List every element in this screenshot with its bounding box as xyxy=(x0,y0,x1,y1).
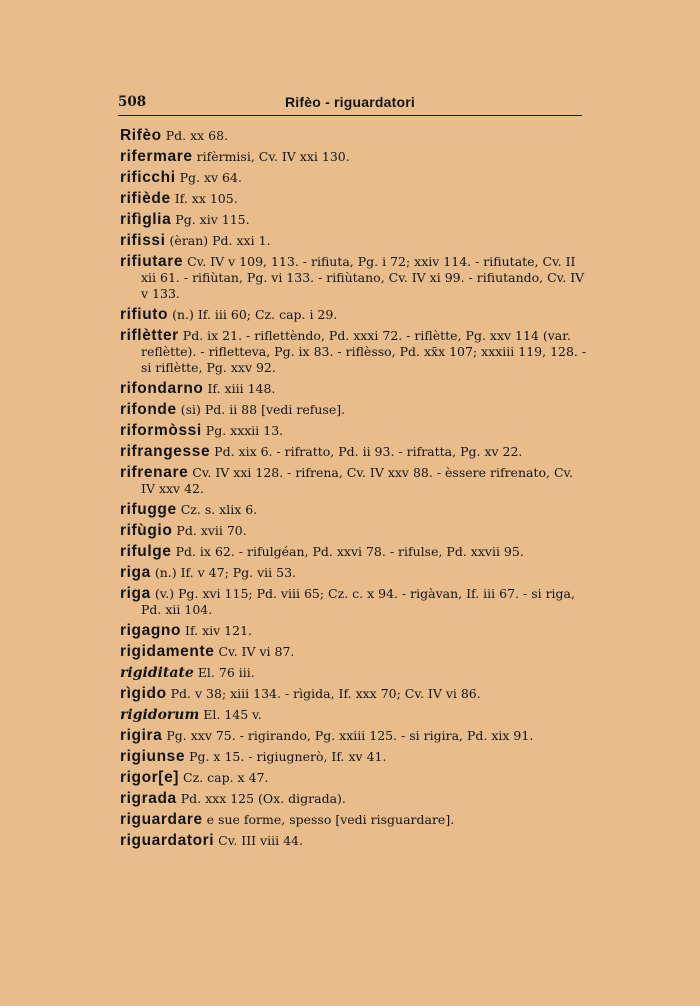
entry-lemma: rigira xyxy=(120,727,163,744)
entry-lemma: rigidamente xyxy=(120,643,215,660)
entry-lemma: rifissi xyxy=(120,232,166,249)
entry-references: Pd. xxx 125 (Ox. digrada). xyxy=(180,791,346,806)
entry-references: Cv. IV v 109, 113. - rifiuta, Pg. i 72; xxiv 114. - rifiutate, Cv. II xii 61. - rifiùtan, Pg. vi 133. - rifiùtano, Cv. IV xi 99. - rifiutando, Cv. IV v 133. xyxy=(141,254,585,301)
entry-references: Cz. cap. x 47. xyxy=(183,770,269,785)
entry-lemma: rigiditate xyxy=(120,665,194,681)
dictionary-entry xyxy=(120,749,588,765)
entry-lemma: rìgido xyxy=(120,685,167,702)
running-title: Rifèo - riguardatori xyxy=(284,94,415,110)
dictionary-entry xyxy=(120,170,588,186)
dictionary-entry xyxy=(120,586,588,618)
dictionary-entry xyxy=(120,502,588,518)
dictionary-entry xyxy=(120,191,588,207)
dictionary-entry xyxy=(120,307,588,323)
entry-references: Pg. x 15. - rigiugnerò, If. xv 41. xyxy=(189,749,387,764)
entry-references: Pg. xxv 75. - rigirando, Pg. xxiii 125. - si rigira, Pd. xix 91. xyxy=(166,728,534,743)
entry-lemma: rigrada xyxy=(120,790,177,807)
entry-lemma: rifùgio xyxy=(120,522,173,539)
dictionary-entry xyxy=(120,423,588,439)
entry-references: Pd. xx 68. xyxy=(165,128,229,143)
entry-references: (si) Pd. ii 88 [vedi refuse]. xyxy=(180,402,346,417)
dictionary-entry xyxy=(120,770,588,786)
header-rule xyxy=(118,115,582,116)
entry-references: Cv. IV xxi 128. - rifrena, Cv. IV xxv 88. - èssere rifrenato, Cv. IV xxv 42. xyxy=(141,465,574,496)
entry-references: El. 145 v. xyxy=(203,707,262,722)
dictionary-entry xyxy=(120,686,588,702)
dictionary-entry xyxy=(120,644,588,660)
entry-lemma: rifiède xyxy=(120,190,171,207)
entry-lemma: Rifèo xyxy=(120,127,162,144)
entry-lemma: rifulge xyxy=(120,543,172,560)
entry-references: Cv. III viii 44. xyxy=(218,833,303,848)
entry-references: (èran) Pd. xxi 1. xyxy=(169,233,271,248)
dictionary-entry xyxy=(120,233,588,249)
entry-references: e sue forme, spesso [vedi risguardare]. xyxy=(206,812,455,827)
dictionary-entry xyxy=(120,791,588,807)
entry-references: Pg. xiv 115. xyxy=(175,212,250,227)
entry-references: Cz. s. xlix 6. xyxy=(180,502,258,517)
page-number: 508 xyxy=(118,94,147,110)
entry-references: (n.) If. iii 60; Cz. cap. i 29. xyxy=(172,307,338,322)
dictionary-entry xyxy=(120,665,588,681)
entry-references: Pd. v 38; xiii 134. - rìgida, If. xxx 70; Cv. IV vi 86. xyxy=(170,686,481,701)
page-header xyxy=(118,92,582,118)
entry-references: If. xiii 148. xyxy=(207,381,276,396)
entry-references: Pg. xxxii 13. xyxy=(205,423,284,438)
entry-lemma: riflètter xyxy=(120,327,179,344)
entry-lemma: rifonde xyxy=(120,401,177,418)
entry-references: If. xx 105. xyxy=(174,191,238,206)
entry-lemma: rigagno xyxy=(120,622,182,639)
entry-references: If. xiv 121. xyxy=(185,623,252,638)
entry-references: Pd. ix 21. - riflettèndo, Pd. xxxi 72. - riflètte, Pg. xxv 114 (var. reflètte). - rifletteva, Pg. ix 83. - riflèsso, Pd. xx̄x 107; xxxiii 119, 128. - si riflètte, Pg. xxv 92. xyxy=(141,328,587,375)
entry-lemma: riga xyxy=(120,564,151,581)
entry-references: Pd. ix 62. - rifulgéan, Pd. xxvi 78. - rifulse, Pd. xxvii 95. xyxy=(175,544,524,559)
dictionary-entry xyxy=(120,544,588,560)
entry-lemma: rifrenare xyxy=(120,464,189,481)
entry-lemma: rigidorum xyxy=(120,707,200,723)
entry-lemma: riguardatori xyxy=(120,832,215,849)
dictionary-entry xyxy=(120,212,588,228)
entry-lemma: rifermare xyxy=(120,148,193,165)
entry-lemma: rifondarno xyxy=(120,380,204,397)
entry-references: Pd. xvii 70. xyxy=(176,523,247,538)
dictionary-entry xyxy=(120,728,588,744)
dictionary-entry xyxy=(120,623,588,639)
dictionary-entry xyxy=(120,328,588,376)
dictionary-entry xyxy=(120,128,588,144)
entry-references: Cv. IV vi 87. xyxy=(218,644,295,659)
dictionary-entry xyxy=(120,465,588,497)
entry-references: Pd. xix 6. - rifratto, Pd. ii 93. - rifratta, Pg. xv 22. xyxy=(214,444,523,459)
dictionary-entry xyxy=(120,523,588,539)
dictionary-entry xyxy=(120,707,588,723)
dictionary-entry xyxy=(120,381,588,397)
dictionary-entry xyxy=(120,812,588,828)
entry-references: (v.) Pg. xvi 115; Pd. viii 65; Cz. c. x 94. - rigàvan, If. iii 67. - si riga, Pd. xii 104. xyxy=(141,586,575,617)
entry-lemma: rifiutare xyxy=(120,253,184,270)
entry-lemma: rifrangesse xyxy=(120,443,211,460)
entry-lemma: rigiunse xyxy=(120,748,186,765)
entry-lemma: riga xyxy=(120,585,151,602)
dictionary-entries xyxy=(120,128,588,854)
dictionary-entry xyxy=(120,565,588,581)
dictionary-entry xyxy=(120,402,588,418)
dictionary-entry xyxy=(120,444,588,460)
entry-lemma: rificchi xyxy=(120,169,176,186)
dictionary-entry xyxy=(120,833,588,849)
entry-references: (n.) If. v 47; Pg. vii 53. xyxy=(154,565,297,580)
entry-lemma: riformòssi xyxy=(120,422,202,439)
dictionary-entry xyxy=(120,149,588,165)
entry-references: El. 76 iii. xyxy=(197,665,255,680)
dictionary-entry xyxy=(120,254,588,302)
entry-references: Pg. xv 64. xyxy=(179,170,242,185)
entry-references: rifèrmisi, Cv. IV xxi 130. xyxy=(196,149,350,164)
entry-lemma: rifiuto xyxy=(120,306,169,323)
entry-lemma: rifìglia xyxy=(120,211,172,228)
entry-lemma: riguardare xyxy=(120,811,203,828)
entry-lemma: rifugge xyxy=(120,501,177,518)
entry-lemma: rigor[e] xyxy=(120,769,180,786)
